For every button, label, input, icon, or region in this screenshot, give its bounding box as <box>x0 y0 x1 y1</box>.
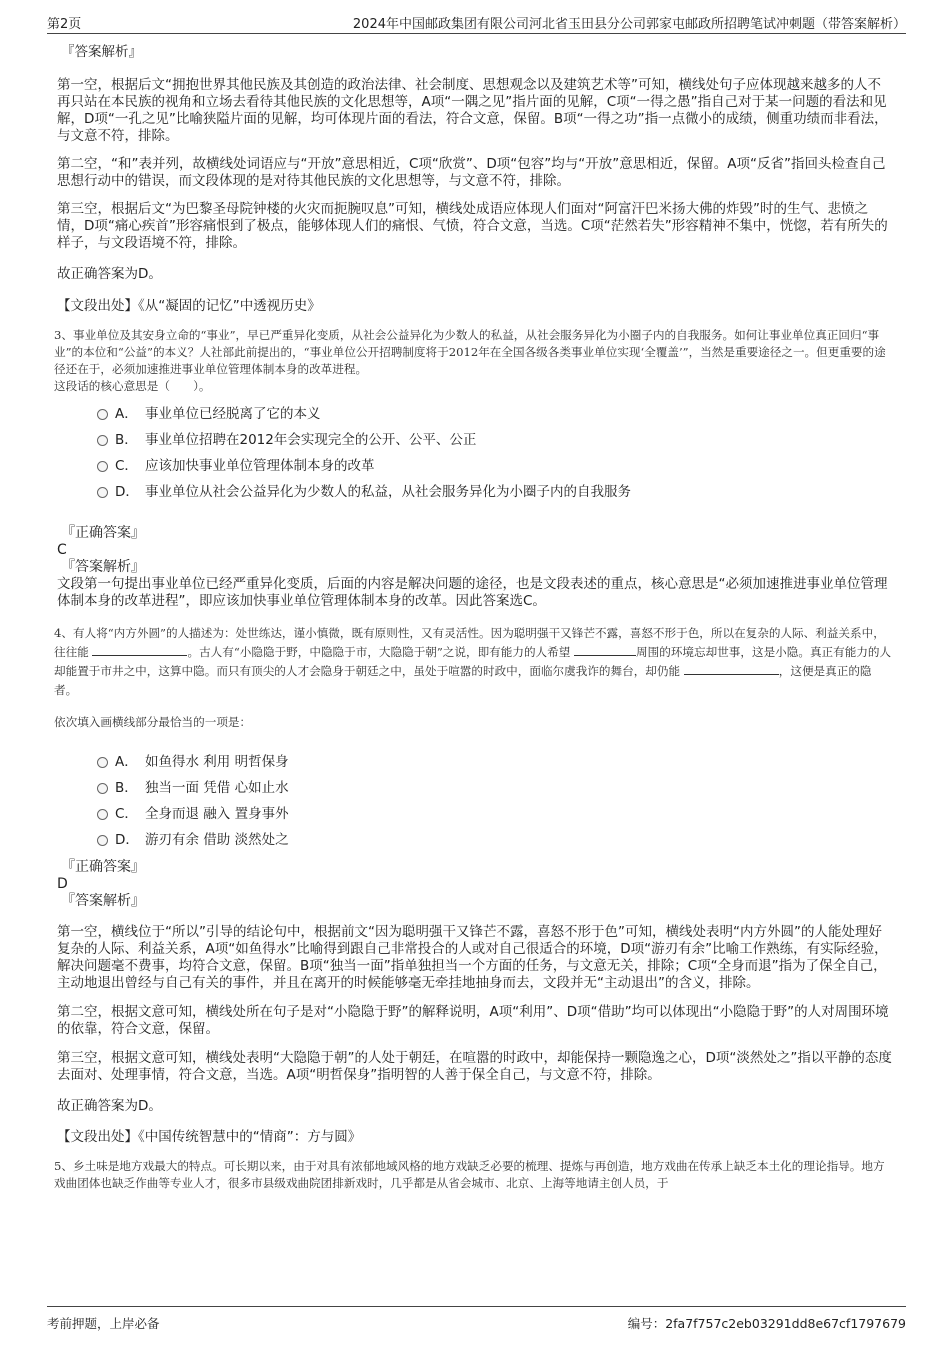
option-c[interactable] <box>57 801 894 827</box>
radio-icon[interactable] <box>97 835 108 846</box>
option-letter: A． <box>115 754 138 770</box>
fill-blank-3[interactable] <box>684 662 779 675</box>
answer-analysis-label: 『答案解析』 <box>61 893 145 909</box>
main-content <box>54 44 894 1198</box>
correct-answer-statement: 故正确答案为D。 <box>57 1098 162 1114</box>
correct-answer-label: 『正确答案』 <box>61 525 145 541</box>
option-b[interactable] <box>57 775 894 801</box>
options-list <box>57 749 894 853</box>
option-a[interactable] <box>57 401 894 427</box>
option-letter: D． <box>115 832 139 848</box>
options-list <box>57 401 894 505</box>
analysis-paragraph: 第三空，根据文意可知，横线处表明“大隐隐于朝”的人处于朝廷，在喧嚣的时政中，却能保持一颗隐逸之心，D项“淡然处之”指以平静的态度去面对、处理事情，符合文意，当选。A项“明哲保身”指明智的人善于保全自己，与文意不符，排除。 <box>57 1050 892 1083</box>
option-text: 如鱼得水 利用 明哲保身 <box>145 754 289 770</box>
footer-slogan: 考前押题，上岸必备 <box>47 1316 160 1331</box>
option-b[interactable] <box>57 427 894 453</box>
stem-part: 4、有人将“内方外圆”的人描述为：处世练达，谨小慎微，既有原则性，又有灵活性。因为聪明强干又锋芒不露，喜怒不形于色，所以在复杂的人际、利益关系中，往往能 <box>54 626 885 659</box>
option-letter: A． <box>115 406 138 422</box>
correct-answer-value: C <box>57 542 67 558</box>
radio-icon[interactable] <box>97 809 108 820</box>
stem-part: 。古人有“小隐隐于野，中隐隐于市，大隐隐于朝”之说，即有能力的人希望 <box>187 645 571 659</box>
page-header <box>47 13 906 34</box>
fill-blank-1[interactable] <box>92 643 187 656</box>
radio-icon[interactable] <box>97 487 108 498</box>
question-stem: 5、乡土味是地方戏最大的特点。可长期以来，由于对具有浓郁地域风格的地方戏缺乏必要的梳理、提炼与再创造，地方戏曲在传承上缺乏本土化的理论指导。地方戏曲团体也缺乏作曲等专业人才，很多市县级戏曲院团排新戏时，几乎都是从省会城市、北京、上海等地请主创人员，于 <box>54 1159 885 1190</box>
document-id: 编号：2fa7f757c2eb03291dd8e67cf1797679 <box>627 1316 906 1331</box>
radio-icon[interactable] <box>97 757 108 768</box>
option-text: 全身而退 融入 置身事外 <box>145 806 289 822</box>
correct-answer-label: 『正确答案』 <box>61 859 145 875</box>
option-letter: D． <box>115 484 139 500</box>
radio-icon[interactable] <box>97 435 108 446</box>
page-number: 第2页 <box>47 17 82 32</box>
option-letter: B． <box>115 780 138 796</box>
source-citation: 【文段出处】《中国传统智慧中的“情商”：方与圆》 <box>57 1129 362 1145</box>
option-text: 事业单位已经脱离了它的本义 <box>145 406 321 422</box>
stem-part: 周围的环境忘却世事，这是小隐。真正有能力的人却能置于市井之中，这算中隐。而只有顶尖的人才会隐身于朝廷之中，虽处于喧嚣的时政中，面临尔虞我诈的舞台，却仍能 <box>54 645 892 678</box>
option-letter: C． <box>115 806 138 822</box>
option-d[interactable] <box>57 827 894 853</box>
answer-analysis-label: 『答案解析』 <box>61 44 142 60</box>
option-a[interactable] <box>57 749 894 775</box>
radio-icon[interactable] <box>97 461 108 472</box>
source-citation: 【文段出处】《从“凝固的记忆”中透视历史》 <box>57 298 321 314</box>
option-text: 独当一面 凭借 心如止水 <box>145 780 289 796</box>
fill-blank-2[interactable] <box>574 643 636 656</box>
option-letter: C． <box>115 458 138 474</box>
correct-answer-statement: 故正确答案为D。 <box>57 266 162 282</box>
option-text: 事业单位招聘在2012年会实现完全的公开、公平、公正 <box>145 432 477 448</box>
analysis-paragraph: 第一空，横线位于“所以”引导的结论句中，根据前文“因为聪明强干又锋芒不露，喜怒不形于色”可知，横线处表明“内方外圆”的人能处理好复杂的人际、利益关系，A项“如鱼得水”比喻得到跟自己非常投合的人或对自己很适合的环境，D项“游刃有余”比喻工作熟练，有实际经验，解决问题毫不费事，均符合文意，保留。B项“独当一面”指单独担当一个方面的任务，与文意无关，排除；C项“全身而退”指为了保全自己，主动地退出曾经与自己有关的事件，并且在离开的时候能够毫无牵挂地抽身而去，文段并无“主动退出”的含义，排除。 <box>57 924 888 991</box>
question-prompt: 依次填入画横线部分最恰当的一项是： <box>54 715 252 729</box>
question-stem: 3、事业单位及其安身立命的“事业”，早已严重异化变质，从社会公益异化为少数人的私益，从社会服务异化为小圈子内的自我服务。如何让事业单位真正回归“事业”的本位和“公益”的本义？人社部此前提出的，“事业单位公开招聘制度将于2012年在全国各级各类事业单位实现‘全覆盖’”，当然是重要途径之一。但更重要的途径还在于，必须加速推进事业单位管理体制本身的改革进程。 <box>54 328 886 376</box>
option-text: 事业单位从社会公益异化为少数人的私益，从社会服务异化为小圈子内的自我服务 <box>145 484 631 500</box>
analysis-paragraph: 第三空，根据后文“为巴黎圣母院钟楼的火灾而扼腕叹息”可知，横线处成语应体现人们面对“阿富汗巴米扬大佛的炸毁”时的生气、悲愤之情，D项“痛心疾首”形容痛恨到了极点，能够体现人们的痛恨、气愤，符合文意，当选。C项“茫然若失”形容精神不集中，恍惚，若有所失的样子，与文段语境不符，排除。 <box>57 201 888 251</box>
stem-part: ，这便是真正的隐者。 <box>54 664 872 697</box>
option-text: 游刃有余 借助 淡然处之 <box>145 832 289 848</box>
option-text: 应该加快事业单位管理体制本身的改革 <box>145 458 375 474</box>
question-stem <box>54 624 894 700</box>
document-title: 2024年中国邮政集团有限公司河北省玉田县分公司郭家屯邮政所招聘笔试冲刺题（带答案解析） <box>352 17 906 32</box>
radio-icon[interactable] <box>97 409 108 420</box>
option-c[interactable] <box>57 453 894 479</box>
option-letter: B． <box>115 432 138 448</box>
analysis-paragraph: 文段第一句提出事业单位已经严重异化变质，后面的内容是解决问题的途径，也是文段表述的重点，核心意思是“必须加速推进事业单位管理体制本身的改革进程”，即应该加快事业单位管理体制本身的改革。因此答案选C。 <box>57 576 888 609</box>
option-d[interactable] <box>57 479 894 505</box>
analysis-paragraph: 第一空，根据后文“拥抱世界其他民族及其创造的政治法律、社会制度、思想观念以及建筑艺术等”可知，横线处句子应体现越来越多的人不再只站在本民族的视角和立场去看待其他民族的文化思想等，A项“一隅之见”指片面的见解，C项“一得之愚”指自己对于某一问题的看法和见解，D项“一孔之见”比喻狭隘片面的见解，均可体现片面的看法，符合文意，保留。B项“一得之功”指一点微小的成绩，侧重功绩而非看法，与文意不符，排除。 <box>57 77 888 144</box>
answer-analysis-label: 『答案解析』 <box>61 559 145 575</box>
analysis-paragraph: 第二空，“和”表并列，故横线处词语应与“开放”意思相近，C项“欣赏”、D项“包容”均与“开放”意思相近，保留。A项“反省”指回头检查自己思想行动中的错误，而文段体现的是对待其他民族的文化思想等，与文意不符，排除。 <box>57 156 886 189</box>
correct-answer-value: D <box>57 876 68 892</box>
question-prompt: 这段话的核心意思是（ ）。 <box>54 379 211 393</box>
analysis-paragraph: 第二空，根据文意可知，横线处所在句子是对“小隐隐于野”的解释说明，A项“利用”、D项“借助”均可以体现出“小隐隐于野”的人对周围环境的依靠，符合文意，保留。 <box>57 1004 889 1037</box>
radio-icon[interactable] <box>97 783 108 794</box>
page-footer <box>47 1306 906 1336</box>
